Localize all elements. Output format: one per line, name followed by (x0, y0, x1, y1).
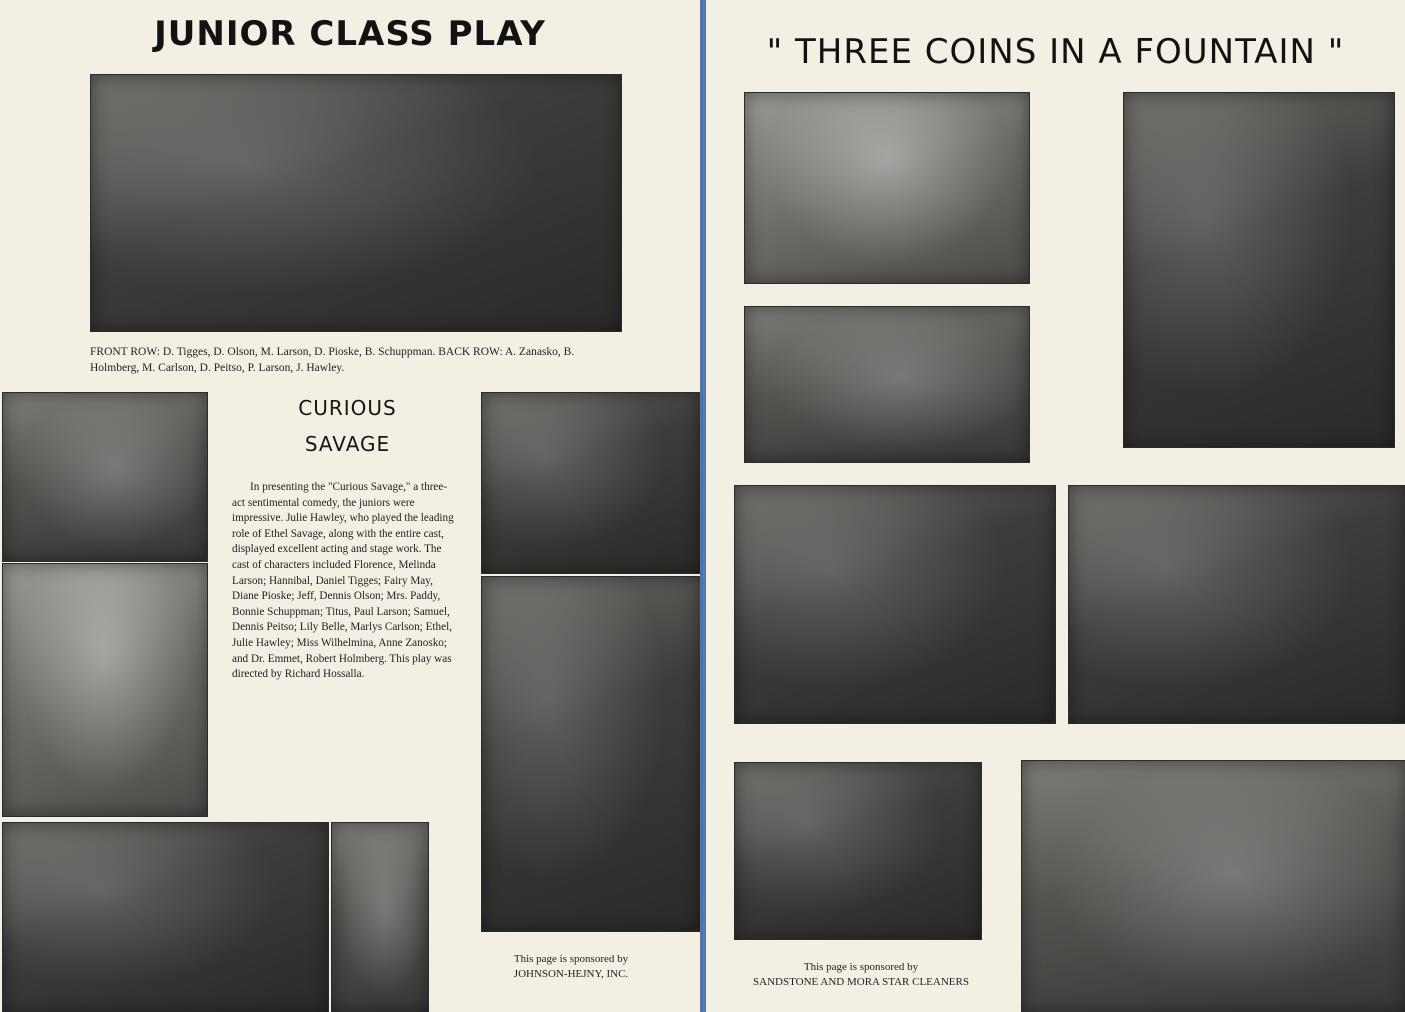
left-sponsor-line-2: JOHNSON-HEJNY, INC. (513, 968, 629, 980)
article-body: In presenting the "Curious Savage," a three-act sentimental comedy, the juniors were impressive. Julie Hawley, who played the leading role of Ethel Savage, along with the entire cast, displayed excellent acting and stage work. The cast of characters included Florence, Melinda Larson; Hannibal, Daniel Tigges; Fairy May, Diane Pioske; Jeff, Dennis Olson; Mrs. Paddy, Bonnie Schuppman; Titus, Paul Larson; Samuel, Dennis Peitso; Lily Belle, Marlys Carlson; Ethel, Julie Hawley; Miss Wilhelmina, Anne Zanosko; and Dr. Emmet, Robert Holmberg. This play was directed by Richard Hossalla. (232, 481, 454, 681)
right-page-title: " THREE COINS IN A FOUNTAIN " (766, 32, 1345, 72)
prom-photo-4 (734, 485, 1056, 724)
scene-photo-6 (481, 576, 700, 932)
scene-photo-4 (331, 822, 429, 1012)
prom-photo-6 (734, 762, 982, 940)
right-sponsor-note (726, 960, 996, 990)
left-sponsor-note (486, 952, 656, 982)
right-sponsor-line-2: SANDSTONE AND MORA STAR CLEANERS (753, 976, 969, 988)
left-sponsor-line-1: This page is sponsored by (513, 953, 629, 965)
left-page (0, 0, 700, 1012)
prom-photo-1 (744, 92, 1030, 284)
right-page (706, 0, 1405, 1012)
prom-photo-2 (1123, 92, 1395, 448)
prom-photo-5 (1068, 485, 1405, 724)
scene-photo-5 (481, 392, 700, 574)
prom-photo-3 (744, 306, 1030, 463)
scene-photo-3 (2, 822, 329, 1012)
scene-photo-2 (2, 563, 208, 817)
left-page-title: JUNIOR CLASS PLAY (154, 14, 546, 54)
group-photo (90, 74, 622, 332)
prom-photo-7 (1021, 760, 1405, 1012)
article-title-line-1: CURIOUS (298, 396, 397, 420)
scene-photo-1 (2, 392, 208, 562)
article-title-line-2: SAVAGE (304, 432, 391, 456)
article-title (250, 390, 445, 462)
group-photo-caption: FRONT ROW: D. Tigges, D. Olson, M. Larson, D. Pioske, B. Schuppman. BACK ROW: A. Zanasko, B. Holmberg, M. Carlson, D. Peitso, P. Larson, J. Hawley. (90, 346, 575, 374)
right-sponsor-line-1: This page is sponsored by (803, 961, 919, 973)
